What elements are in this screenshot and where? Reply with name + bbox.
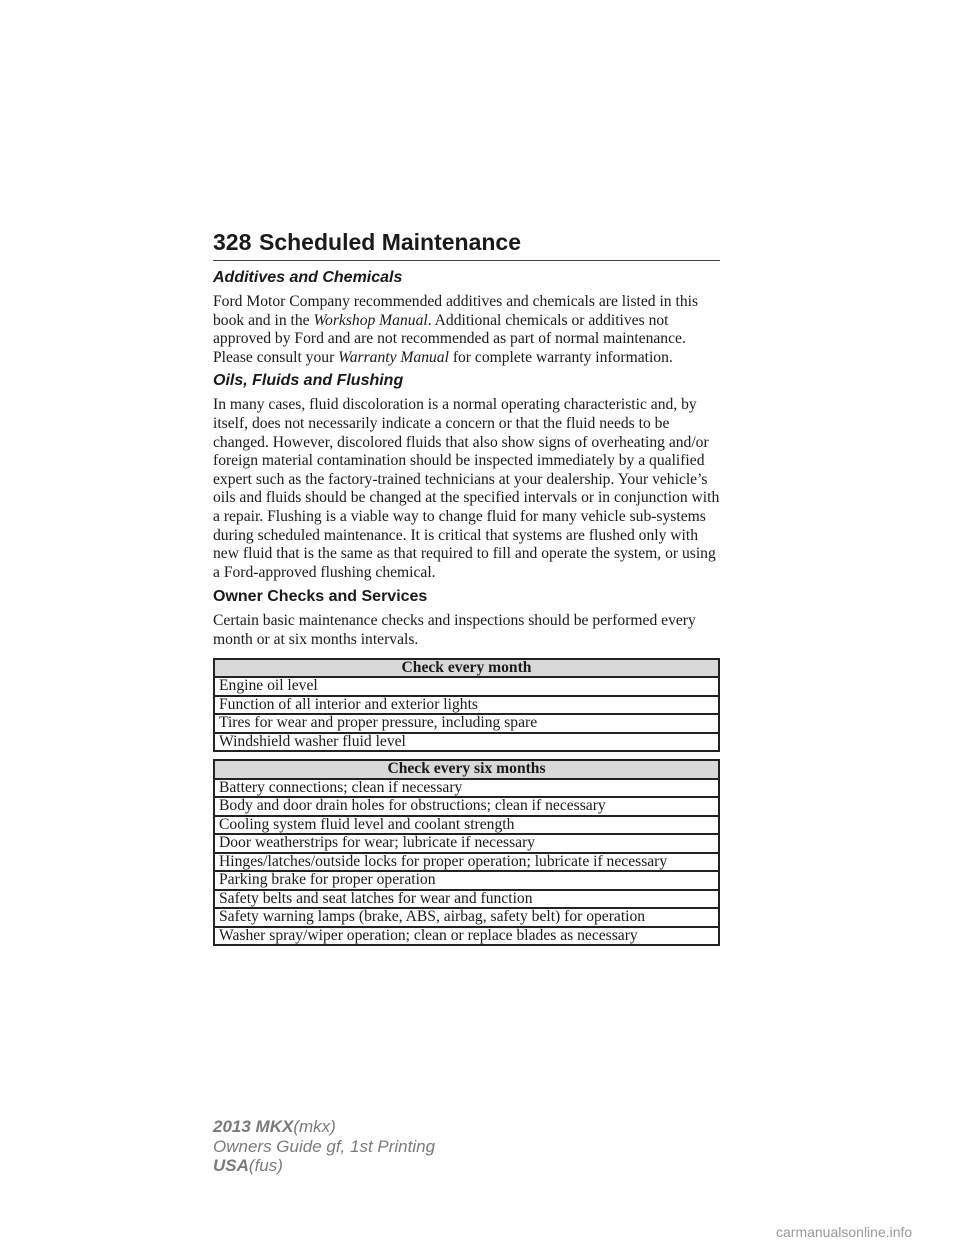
- additives-text-3: for complete warranty information.: [448, 348, 673, 366]
- table-cell: Safety belts and seat latches for wear and function: [214, 890, 719, 909]
- table-row: [214, 834, 719, 853]
- footer-line-1: [213, 1117, 435, 1137]
- additives-heading: Additives and Chemicals: [213, 269, 403, 286]
- table-row: [214, 871, 719, 890]
- page-number: 328: [213, 229, 252, 255]
- header-rule: [213, 260, 720, 261]
- table-row: [214, 890, 719, 909]
- warranty-manual-ref: Warranty Manual: [338, 348, 449, 366]
- monthly-table-header: Check every month: [214, 659, 719, 678]
- table-cell: Parking brake for proper operation: [214, 871, 719, 890]
- table-row: [214, 714, 719, 733]
- footer-model-code: (mkx): [293, 1117, 336, 1136]
- footer-model: 2013 MKX: [213, 1117, 294, 1136]
- footer-market-code: (fus): [248, 1156, 283, 1175]
- table-cell: Safety warning lamps (brake, ABS, airbag, safety belt) for operation: [214, 908, 719, 927]
- workshop-manual-ref: Workshop Manual: [313, 311, 428, 329]
- additives-paragraph: [213, 293, 723, 367]
- oils-heading: Oils, Fluids and Flushing: [213, 372, 404, 390]
- table-cell: Body and door drain holes for obstructions; clean if necessary: [214, 797, 719, 816]
- monthly-checks-table: [213, 658, 720, 753]
- table-row: [214, 816, 719, 835]
- table-cell: Hinges/latches/outside locks for proper operation; lubricate if necessary: [214, 853, 719, 872]
- additives-text-2: . Additional chemicals or additives not approved by Ford and are not recommended as part of normal maintenance. Please consult your: [213, 311, 686, 366]
- table-cell: Battery connections; clean if necessary: [214, 779, 719, 798]
- table-row: [214, 797, 719, 816]
- owner-checks-heading: Owner Checks and Services: [213, 588, 428, 606]
- six-month-checks-table: [213, 759, 720, 946]
- oils-paragraph: In many cases, fluid discoloration is a normal operating characteristic and, by itself, does not necessarily indicate a concern or that the fluid needs to be changed. However, discolored fluids that also show signs of overheating and/or foreign material contamination should be inspected immediately by a qualified expert such as the factory-trained technicians at your dealership. Your vehicle’s oils and fluids should be changed at the specified intervals or in conjunction with a repair. Flushing is a viable way to change fluid for many vehicle sub-systems during scheduled maintenance. It is critical that systems are flushed only with new fluid that is the same as that required to fill and operate the system, or using a Ford-approved flushing chemical.: [213, 396, 720, 581]
- table-cell: Function of all interior and exterior lights: [214, 696, 719, 715]
- table-row: [214, 853, 719, 872]
- additives-text-1: Ford Motor Company recommended additives and chemicals are listed in this book and in the: [213, 293, 699, 329]
- table-row: [214, 908, 719, 927]
- table-row: [214, 779, 719, 798]
- owner-checks-paragraph: Certain basic maintenance checks and inspections should be performed every month or at six months intervals.: [213, 612, 696, 648]
- table-cell: Cooling system fluid level and coolant strength: [214, 816, 719, 835]
- footer-market: USA: [213, 1156, 249, 1175]
- table-row: [214, 696, 719, 715]
- table-cell: Engine oil level: [214, 677, 719, 696]
- section-title: Scheduled Maintenance: [259, 229, 522, 255]
- page-header: [213, 229, 720, 261]
- site-watermark: carmanualsonline.info: [776, 1224, 913, 1240]
- footer-line-2: Owners Guide gf, 1st Printing: [213, 1136, 436, 1156]
- table-cell: Washer spray/wiper operation; clean or replace blades as necessary: [214, 927, 719, 946]
- table-cell: Door weatherstrips for wear; lubricate if necessary: [214, 834, 719, 853]
- page-content: [213, 268, 723, 946]
- six-month-table-header: Check every six months: [214, 760, 719, 779]
- table-row: [214, 677, 719, 696]
- table-cell: Windshield washer fluid level: [214, 733, 719, 752]
- print-footer: [213, 1117, 435, 1176]
- footer-line-3: [213, 1156, 435, 1176]
- table-cell: Tires for wear and proper pressure, including spare: [214, 714, 719, 733]
- table-row: [214, 733, 719, 752]
- table-row: [214, 927, 719, 946]
